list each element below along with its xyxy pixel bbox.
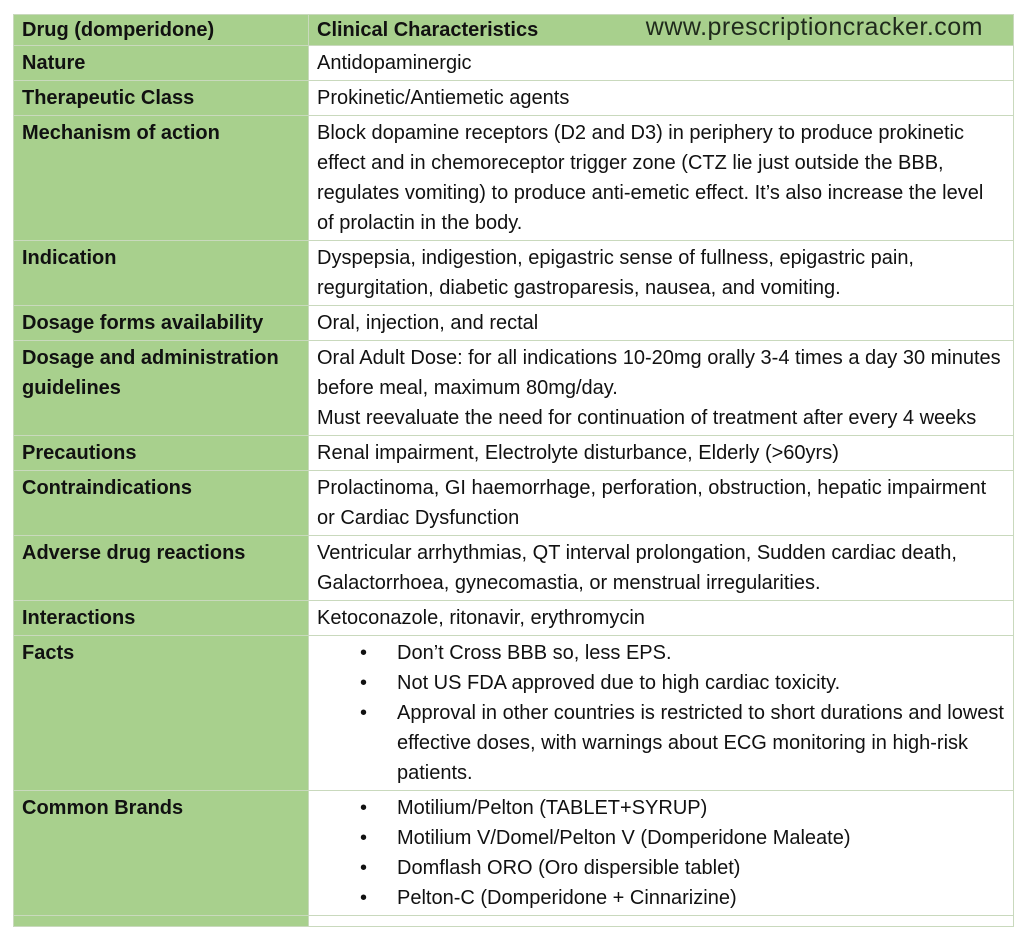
- row-value-adverse-reactions: Ventricular arrhythmias, QT interval prolongation, Sudden cardiac death, Galactorrhoea, gynecomastia, or menstrual irregularities.: [309, 536, 1014, 601]
- table-row: [14, 46, 1014, 81]
- row-value-dosage-guidelines: [309, 341, 1014, 436]
- table-row: [14, 81, 1014, 116]
- list-item: • Approval in other countries is restricted to short durations and lowest effective doses, with warnings about ECG monitoring in high-risk patients.: [317, 698, 1005, 788]
- table-row: [14, 536, 1014, 601]
- row-label-indication: Indication: [14, 241, 309, 306]
- brands-list: [317, 793, 1005, 913]
- list-item: • Motilium V/Domel/Pelton V (Domperidone Maleate): [317, 823, 1005, 853]
- dosage-line-2: Must reevaluate the need for continuation of treatment after every 4 weeks: [317, 407, 977, 429]
- table-tail-row: [14, 916, 1014, 927]
- row-value-therapeutic-class: Prokinetic/Antiemetic agents: [309, 81, 1014, 116]
- row-label-dosage-forms: Dosage forms availability: [14, 306, 309, 341]
- list-item: • Motilium/Pelton (TABLET+SYRUP): [317, 793, 1005, 823]
- row-value-common-brands: [309, 791, 1014, 916]
- row-value-interactions: Ketoconazole, ritonavir, erythromycin: [309, 601, 1014, 636]
- drug-info-table: [13, 14, 1014, 927]
- header-clinical-label: Clinical Characteristics: [317, 19, 539, 41]
- row-label-dosage-guidelines: Dosage and administration guidelines: [14, 341, 309, 436]
- tail-cell-left: [14, 916, 309, 927]
- row-label-nature: Nature: [14, 46, 309, 81]
- row-value-indication: Dyspepsia, indigestion, epigastric sense of fullness, epigastric pain, regurgitation, diabetic gastroparesis, nausea, and vomiting.: [309, 241, 1014, 306]
- table-header-row: [14, 15, 1014, 46]
- row-label-interactions: Interactions: [14, 601, 309, 636]
- row-label-therapeutic-class: Therapeutic Class: [14, 81, 309, 116]
- row-label-common-brands: Common Brands: [14, 791, 309, 916]
- tail-cell-right: [309, 916, 1014, 927]
- table-row: [14, 306, 1014, 341]
- row-label-facts: Facts: [14, 636, 309, 791]
- row-value-nature: Antidopaminergic: [309, 46, 1014, 81]
- table-row: [14, 341, 1014, 436]
- row-label-mechanism: Mechanism of action: [14, 116, 309, 241]
- table-row: [14, 601, 1014, 636]
- facts-list: [317, 638, 1005, 788]
- table-row: [14, 636, 1014, 791]
- list-item: • Pelton-C (Domperidone + Cinnarizine): [317, 883, 1005, 913]
- table-row: [14, 116, 1014, 241]
- table-row: [14, 471, 1014, 536]
- row-value-precautions: Renal impairment, Electrolyte disturbance, Elderly (>60yrs): [309, 436, 1014, 471]
- website-watermark: www.prescriptioncracker.com: [645, 13, 983, 41]
- row-value-contraindications: Prolactinoma, GI haemorrhage, perforation, obstruction, hepatic impairment or Cardiac Dysfunction: [309, 471, 1014, 536]
- row-value-dosage-forms: Oral, injection, and rectal: [309, 306, 1014, 341]
- dosage-line-1: Oral Adult Dose: for all indications 10-20mg orally 3-4 times a day 30 minutes before meal, maximum 80mg/day.: [317, 347, 1001, 399]
- table-row: [14, 791, 1014, 916]
- row-value-facts: [309, 636, 1014, 791]
- table-row: [14, 241, 1014, 306]
- list-item: • Domflash ORO (Oro dispersible tablet): [317, 853, 1005, 883]
- header-clinical: [309, 15, 1014, 46]
- row-label-adverse-reactions: Adverse drug reactions: [14, 536, 309, 601]
- row-label-contraindications: Contraindications: [14, 471, 309, 536]
- row-value-mechanism: Block dopamine receptors (D2 and D3) in periphery to produce prokinetic effect and in chemoreceptor trigger zone (CTZ lie just outside the BBB, regulates vomiting) to produce anti-emetic effect. It’s also increase the level of prolactin in the body.: [309, 116, 1014, 241]
- header-drug-name: Drug (domperidone): [14, 15, 309, 46]
- list-item: • Don’t Cross BBB so, less EPS.: [317, 638, 1005, 668]
- list-item: • Not US FDA approved due to high cardiac toxicity.: [317, 668, 1005, 698]
- table-row: [14, 436, 1014, 471]
- row-label-precautions: Precautions: [14, 436, 309, 471]
